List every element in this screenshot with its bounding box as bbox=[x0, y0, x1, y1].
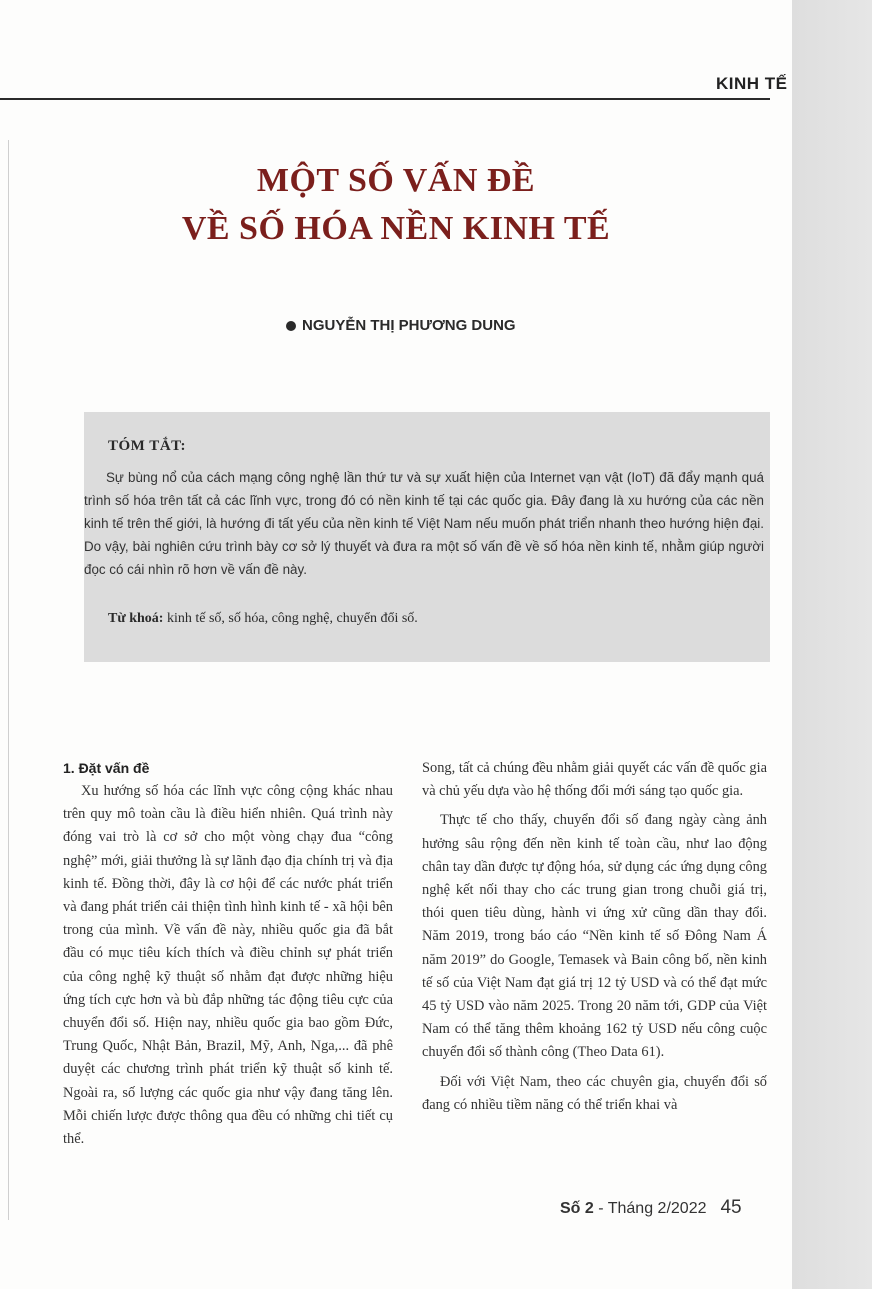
body-column-left bbox=[63, 757, 393, 1151]
body-paragraph: Đối với Việt Nam, theo các chuyên gia, chuyển đổi số đang có nhiều tiềm năng có thể triển khai và bbox=[422, 1073, 767, 1113]
author-name: NGUYỄN THỊ PHƯƠNG DUNG bbox=[302, 317, 516, 334]
abstract-text: Sự bùng nổ của cách mạng công nghệ lần thứ tư và sự xuất hiện của Internet vạn vật (IoT) đã đẩy mạnh quá trình số hóa trên tất cả các lĩnh vực, trong đó có nền kinh tế tại các quốc gia. Đây đang là xu hướng của các nền kinh tế trên thế giới, là hướng đi tất yếu của nền kinh tế Việt Nam nếu muốn phát triển nhanh theo hướng hiện đại. Do vậy, bài nghiên cứu trình bày cơ sở lý thuyết và đưa ra một số vấn đề về số hóa nền kinh tế, nhằm giúp người đọc có cái nhìn rõ hơn về vấn đề này. bbox=[84, 470, 764, 577]
issue-number: Số 2 bbox=[560, 1200, 594, 1217]
keywords-list: kinh tế số, số hóa, công nghệ, chuyển đổi số. bbox=[163, 611, 418, 626]
body-column-right bbox=[422, 757, 767, 1117]
page-edge-shadow bbox=[792, 0, 872, 1289]
section-heading: 1. Đặt vấn đề bbox=[63, 760, 150, 776]
page-number: 45 bbox=[720, 1197, 742, 1218]
page-footer bbox=[560, 1197, 742, 1219]
body-paragraph: Thực tế cho thấy, chuyển đổi số đang ngày càng ảnh hưởng sâu rộng đến nền kinh tế toàn cầu, như lao động chân tay dần được tự động hóa, sử dụng các ứng dụng công nghệ kết nối thay cho các trung gian trong chuỗi giá trị, thói quen tiêu dùng, hành vi ứng xử cũng dần thay đổi. Năm 2019, trong báo cáo “Nền kinh tế số Đông Nam Á năm 2019” do Google, Temasek và Bain công bố, nền kinh tế số của Việt Nam đạt giá trị 12 tỷ USD và có thể đạt mức 45 tỷ USD vào năm 2025. Trong 20 năm tới, GDP của Việt Nam có thể tăng thêm khoảng 162 tỷ USD nếu công cuộc chuyển đổi số thành công (Theo Data 61). bbox=[422, 812, 767, 1061]
article-title-line-2: VỀ SỐ HÓA NỀN KINH TẾ bbox=[181, 210, 611, 247]
bullet-icon bbox=[286, 321, 296, 331]
keywords bbox=[108, 611, 418, 627]
keywords-label: Từ khoá: bbox=[108, 611, 164, 626]
body-paragraph: Song, tất cả chúng đều nhằm giải quyết các vấn đề quốc gia và chủ yếu dựa vào hệ thống đổi mới sáng tạo quốc gia. bbox=[422, 760, 767, 800]
body-paragraph: Xu hướng số hóa các lĩnh vực công cộng khác nhau trên quy mô toàn cầu là điều hiển nhiên. Quá trình này đóng vai trò là cơ sở cho một vòng chạy đua “công nghệ” mới, giải thưởng là sự lãnh đạo địa chính trị và địa kinh tế. Đồng thời, đây là cơ hội để các nước phát triển và đang phát triển cải thiện tình hình kinh tế - xã hội bên trong của mình. Về vấn đề này, nhiều quốc gia đã bắt đầu có mục tiêu kích thích và điều chỉnh sự phát triển của công nghệ kỹ thuật số nhằm đạt được những hiệu ứng tích cực hơn và bù đắp những tác động tiêu cực của chuyển đổi số. Hiện nay, nhiều quốc gia bao gồm Đức, Trung Quốc, Nhật Bản, Brazil, Mỹ, Anh, Nga,... đã phê duyệt các chương trình phát triển kỹ thuật số kinh tế. Ngoài ra, số lượng các quốc gia như vậy đang tăng lên. Mỗi chiến lược được thông qua đều có những chi tiết cụ thể. bbox=[63, 783, 393, 1148]
author-byline bbox=[286, 317, 516, 334]
abstract-heading: TÓM TẮT: bbox=[108, 438, 187, 454]
page-left-margin-line bbox=[8, 140, 9, 1220]
issue-info bbox=[560, 1200, 706, 1218]
header-rule bbox=[0, 98, 770, 100]
article-title-line-1: MỘT SỐ VẤN ĐỀ bbox=[256, 162, 536, 199]
section-label: KINH TẾ bbox=[716, 74, 788, 93]
issue-date: - Tháng 2/2022 bbox=[598, 1200, 707, 1217]
